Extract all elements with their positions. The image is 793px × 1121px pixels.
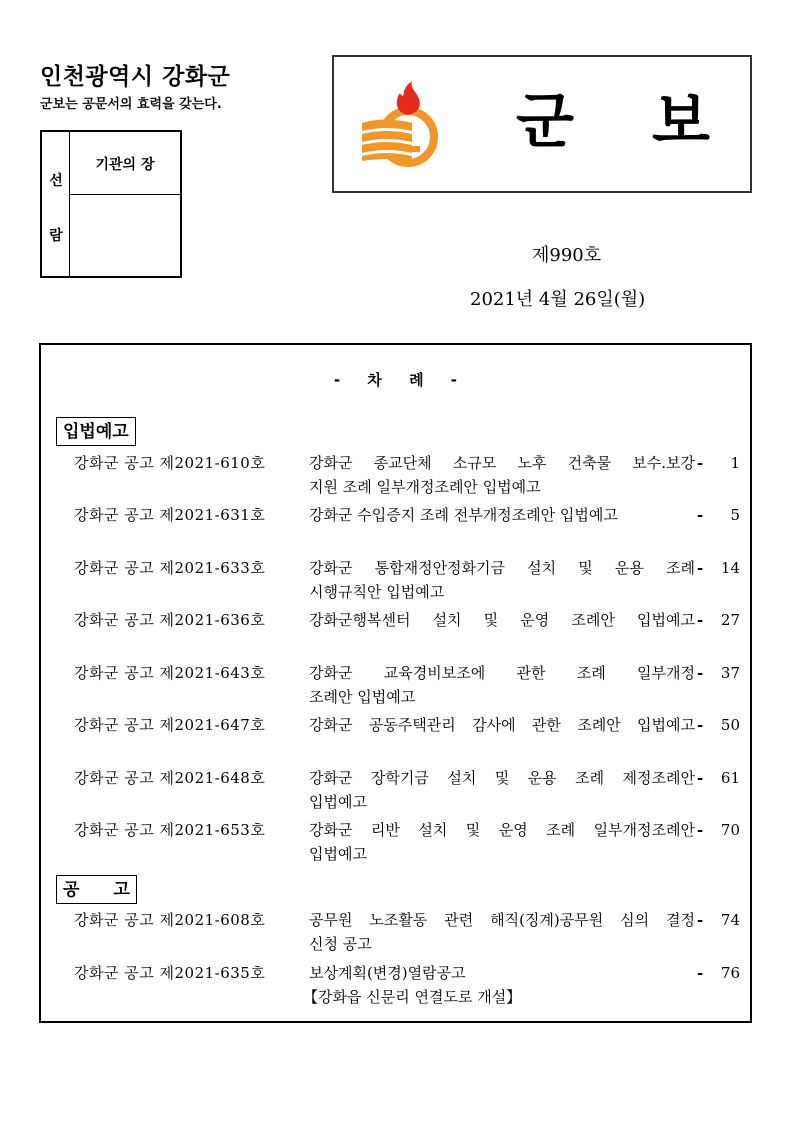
entry-title: 보상계획(변경)열람공고 [309,964,466,982]
page-number: 27 [720,611,740,629]
notice-number: 강화군 공고 제2021-633호 [74,559,266,577]
leader-dash: - [697,964,704,982]
issue-date: 2021년 4월 26일(월) [470,289,646,310]
entry-title-line2: 입법예고 [309,793,367,811]
entry-title: 강화군 공동주택관리 감사에 관한 조례안 입법예고 [309,716,695,734]
leader-dash: - [697,454,704,472]
leader-dash: - [697,664,704,682]
leader-dash: - [697,716,704,734]
toc-title: - 차 례 - [333,371,458,389]
entry-title-line2: 신청 공고 [309,935,372,953]
entry-title-line2: 【강화읍 신문리 연결도로 개설】 [303,988,522,1006]
notice-number: 강화군 공고 제2021-631호 [74,506,266,524]
issue-number: 제990호 [532,245,602,266]
entry-title: 공무원 노조활동 관련 해직(징계)공무원 심의 결정 [309,911,695,929]
org-subtitle: 군보는 공문서의 효력을 갖는다. [40,97,222,112]
leader-dash: - [697,769,704,787]
notice-number: 강화군 공고 제2021-636호 [74,611,266,629]
banner-char-gun: 군 [516,87,574,157]
table-of-contents [39,343,752,1023]
leader-dash: - [697,611,704,629]
entry-title: 강화군 교육경비보조에 관한 조례 일부개정 [309,664,695,682]
entry-title-line2: 시행규칙안 입법예고 [309,583,445,601]
entry-title: 강화군 수입증지 조례 전부개정조례안 입법예고 [309,506,618,524]
page-number: 76 [720,964,740,982]
notice-number: 강화군 공고 제2021-635호 [74,964,266,982]
review-approval-box [40,130,182,278]
notice-number: 강화군 공고 제2021-610호 [74,454,266,472]
entry-title: 강화군 통합재정안정화기금 설치 및 운용 조례 [309,559,695,577]
review-head-label: 기관의 장 [70,132,180,195]
notice-number: 강화군 공고 제2021-643호 [74,664,266,682]
review-side-label-bottom: 람 [49,228,63,244]
notice-number: 강화군 공고 제2021-648호 [74,769,266,787]
entry-title: 강화군 종교단체 소규모 노후 건축물 보수.보강 [309,454,695,472]
leader-dash: - [697,821,704,839]
entry-title-line2: 입법예고 [309,845,367,863]
org-title: 인천광역시 강화군 [40,64,231,90]
banner-char-bo: 보 [652,87,710,157]
entry-title: 강화군행복센터 설치 및 운영 조례안 입법예고 [309,611,695,629]
leader-dash: - [697,911,704,929]
ganghwa-county-emblem-icon [356,79,446,171]
gazette-banner [332,55,752,193]
notice-number: 강화군 공고 제2021-608호 [74,911,266,929]
entry-title-line2: 지원 조례 일부개정조례안 입법예고 [309,478,541,496]
leader-dash: - [697,559,704,577]
page-number: 50 [720,716,740,734]
entry-title: 강화군 장학기금 설치 및 운용 조례 제정조례안 [309,769,695,787]
entry-title-line2: 조례안 입법예고 [309,688,416,706]
notice-number: 강화군 공고 제2021-647호 [74,716,266,734]
leader-dash: - [697,506,704,524]
page-number: 14 [720,559,740,577]
entry-title: 강화군 리반 설치 및 운영 조례 일부개정조례안 [309,821,695,839]
section-label-legislative-notice: 입법예고 [56,417,136,446]
notice-number: 강화군 공고 제2021-653호 [74,821,266,839]
page-number: 1 [730,454,740,472]
section-label-public-notice: 공 고 [56,875,137,904]
page-number: 74 [720,911,740,929]
page-number: 70 [720,821,740,839]
review-side-label-top: 선 [49,173,63,189]
page-number: 37 [720,664,740,682]
page-number: 5 [730,506,740,524]
page-number: 61 [720,769,740,787]
review-side-label [42,132,70,276]
